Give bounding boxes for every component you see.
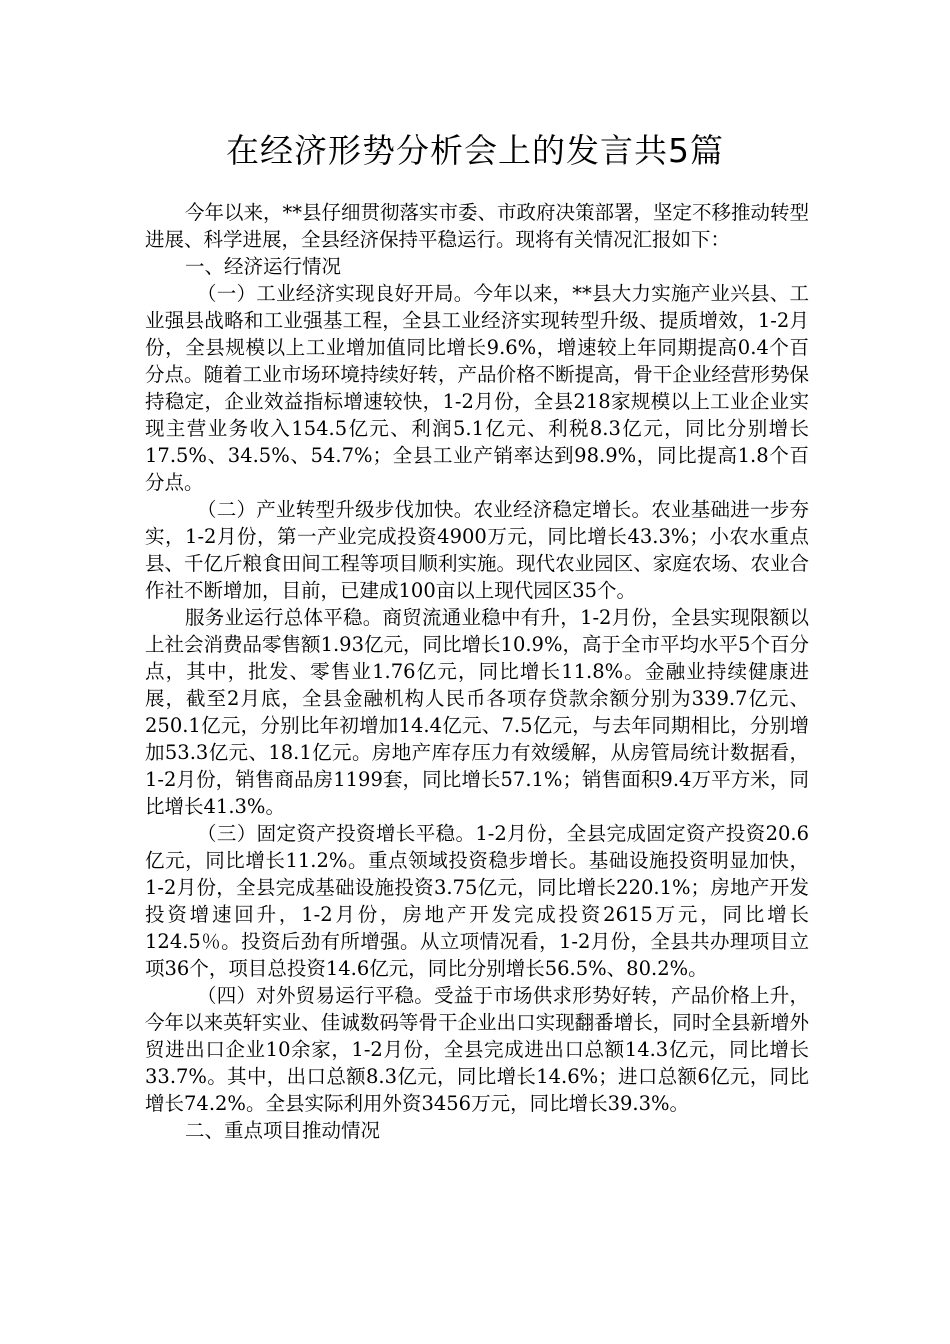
paragraph-services: 服务业运行总体平稳。商贸流通业稳中有升，1-2月份，全县实现限额以上社会消费品零售额1.93亿元，同比增长10.9%，高于全市平均水平5个百分点，其中，批发、零售业1.76亿元，同比增长11.8%。金融业持续健康进展，截至2月底，全县金融机构人民币各项存贷款余额分别为339.7亿元、250.1亿元，分别比年初增加14.4亿元、7.5亿元，与去年同期相比，分别增加53.3亿元、18.1亿元。房地产库存压力有效缓解，从房管局统计数据看，1-2月份，销售商品房1199套，同比增长57.1%；销售面积9.4万平方米，同比增长41.3%。 — [145, 606, 809, 818]
document-title: 在经济形势分析会上的发言共5篇 — [226, 131, 724, 170]
section-heading-2: 二、重点项目推动情况 — [185, 1119, 381, 1142]
paragraph-industrial-upgrade: （二）产业转型升级步伐加快。农业经济稳定增长。农业基础进一步夯实，1-2月份，第一产业完成投资4900万元，同比增长43.3%；小农水重点县、千亿斤粮食田间工程等项目顺利实施。现代农业园区、家庭农场、农业合作社不断增加，目前，已建成100亩以上现代园区35个。 — [145, 498, 809, 602]
section-heading-1: 一、经济运行情况 — [185, 255, 342, 278]
paragraph-intro: 今年以来，**县仔细贯彻落实市委、市政府决策部署，坚定不移推动转型进展、科学进展，全县经济保持平稳运行。现将有关情况汇报如下： — [145, 201, 810, 251]
paragraph-foreign-trade: （四）对外贸易运行平稳。受益于市场供求形势好转，产品价格上升，今年以来英轩实业、佳诚数码等骨干企业出口实现翻番增长，同时全县新增外贸进出口企业10余家，1-2月份，全县完成进出口总额14.3亿元，同比增长33.7%。其中，出口总额8.3亿元，同比增长14.6%；进口总额6亿元，同比增长74.2%。全县实际利用外资3456万元，同比增长39.3%。 — [145, 984, 809, 1115]
paragraph-fixed-investment: （三）固定资产投资增长平稳。1-2月份，全县完成固定资产投资20.6亿元，同比增长11.2%。重点领域投资稳步增长。基础设施投资明显加快，1-2月份，全县完成基础设施投资3.75亿元，同比增长220.1%；房地产开发投资增速回升，1-2月份，房地产开发完成投资2615万元，同比增长124.5％。投资后劲有所增强。从立项情况看，1-2月份，全县共办理项目立项36个，项目总投资14.6亿元，同比分别增长56.5%、80.2%。 — [145, 822, 809, 980]
paragraph-industry: （一）工业经济实现良好开局。今年以来，**县大力实施产业兴县、工业强县战略和工业强基工程，全县工业经济实现转型升级、提质增效，1-2月份，全县规模以上工业增加值同比增长9.6%，增速较上年同期提高0.4个百分点。随着工业市场环境持续好转，产品价格不断提高，骨干企业经营形势保持稳定，企业效益指标增速较快，1-2月份，全县218家规模以上工业企业实现主营业务收入154.5亿元、利润5.1亿元、利税8.3亿元，同比分别增长17.5%、34.5%、54.7%；全县工业产销率达到98.9%，同比提高1.8个百分点。 — [145, 282, 809, 494]
document-body — [145, 199, 809, 1144]
